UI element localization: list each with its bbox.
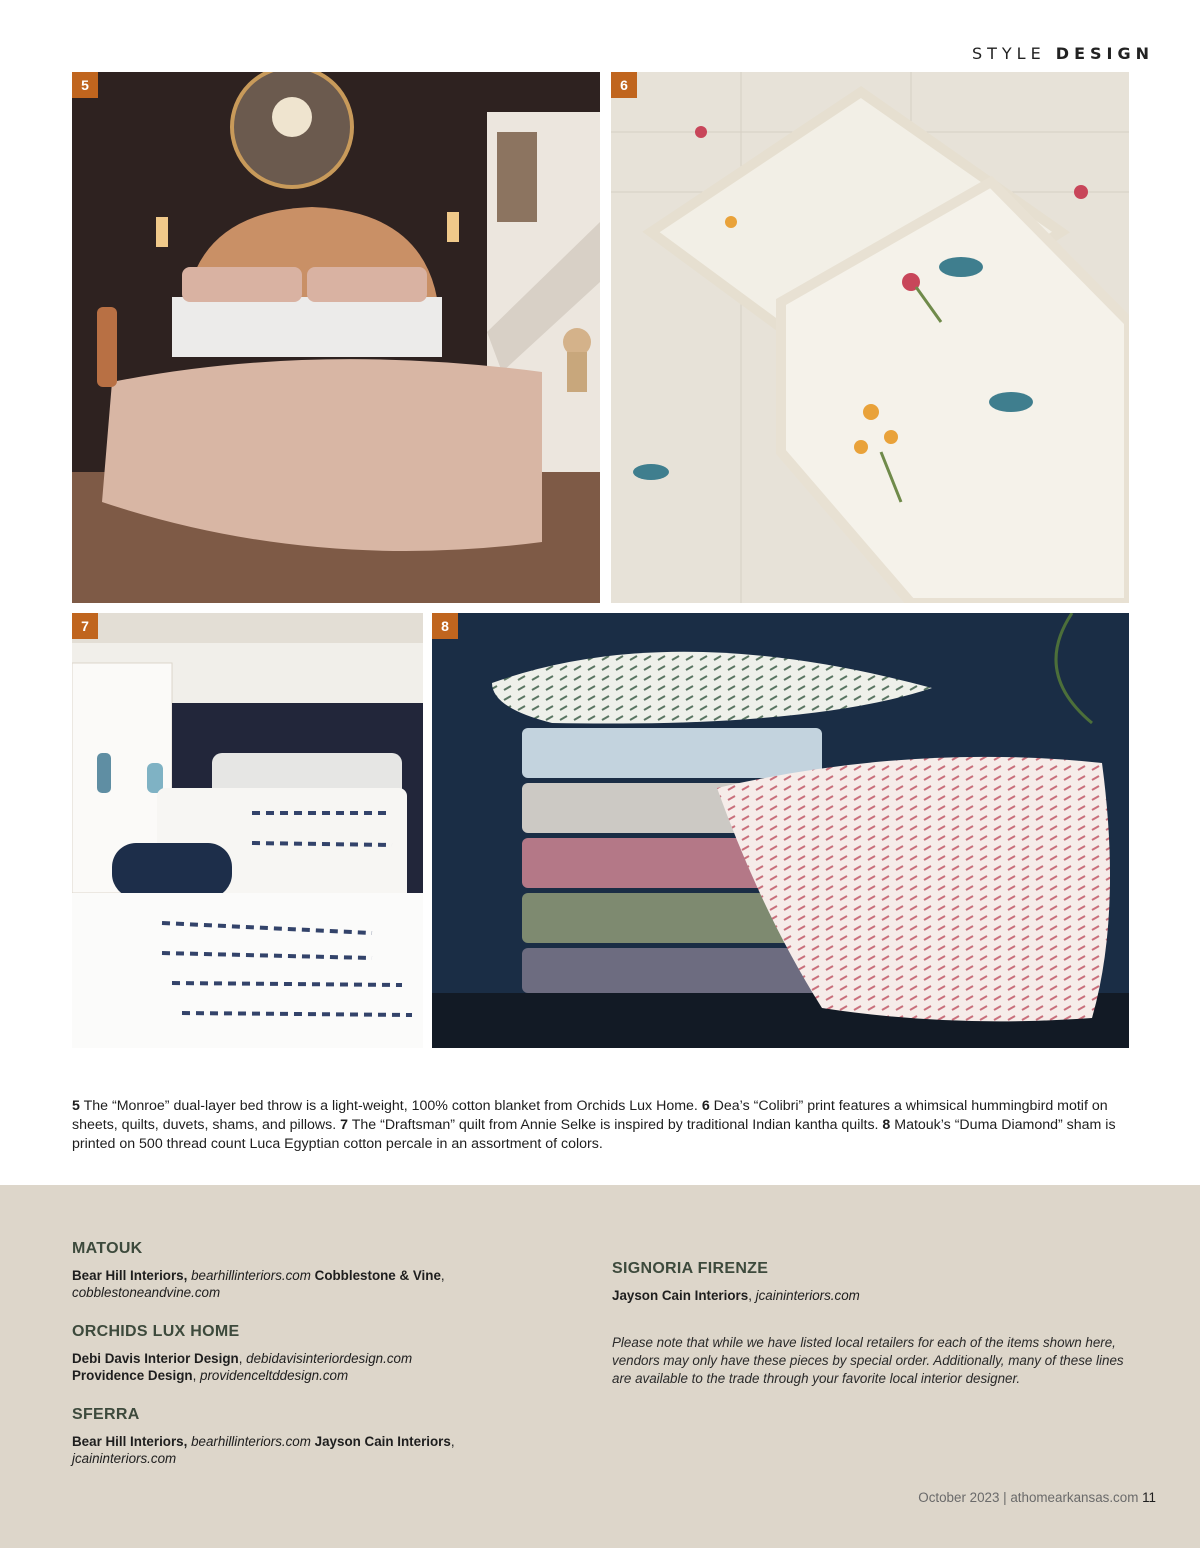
- photo-7: [72, 613, 423, 1048]
- photo-5: [72, 72, 600, 603]
- retailer-website[interactable]: bearhillinteriors.com: [191, 1434, 311, 1449]
- stacked-sheets-pillows-photo-icon: [432, 613, 1129, 1048]
- caption-number-5: 5: [72, 1098, 80, 1114]
- retailer-block-matouk: [72, 1240, 492, 1301]
- retailer-website[interactable]: jcaininteriors.com: [72, 1451, 177, 1466]
- photo-number-badge: 5: [72, 72, 98, 98]
- caption-text-6: Dea’s “Colibri” print features a whimsical hummingbird motif on sheets, quilts, duvets, shams, and pillows.: [72, 1098, 1108, 1133]
- retailer-name: Providence Design: [72, 1368, 193, 1383]
- hummingbird-pillows-photo-icon: [611, 72, 1129, 603]
- brand-name: SFERRA: [72, 1406, 140, 1423]
- retailer-note: Please note that while we have listed local retailers for each of the items shown here, vendors may only have these pieces by special order. Additionally, many of these lines are available to the trade through your favorite local interior designer.: [612, 1335, 1124, 1386]
- retailer-website[interactable]: cobblestoneandvine.com: [72, 1285, 221, 1300]
- caption-number-6: 6: [701, 1098, 710, 1114]
- retailer-website[interactable]: jcaininteriors.com: [755, 1288, 860, 1303]
- photo-number-badge: 8: [432, 613, 458, 639]
- retailer-name: Bear Hill Interiors,: [72, 1268, 188, 1283]
- caption-text-7: The “Draftsman” quilt from Annie Selke is inspired by traditional Indian kantha quilts.: [348, 1117, 883, 1133]
- section-heading-bold: DESIGN: [1055, 44, 1154, 63]
- retailer-name: Jayson Cain Interiors: [314, 1434, 451, 1449]
- page-folio: [918, 1490, 1156, 1505]
- retailer-column-left: [72, 1240, 492, 1489]
- caption-number-7: 7: [340, 1117, 349, 1133]
- retailer-name: Bear Hill Interiors,: [72, 1434, 188, 1449]
- retailer-name: Jayson Cain Interiors: [612, 1288, 749, 1303]
- retailer-column-right: [612, 1260, 1132, 1388]
- photo-6: [611, 72, 1129, 603]
- retailer-website[interactable]: bearhillinteriors.com: [191, 1268, 311, 1283]
- retailer-block-orchids: [72, 1323, 492, 1384]
- retailer-name: Debi Davis Interior Design: [72, 1351, 239, 1366]
- photo-number-badge: 7: [72, 613, 98, 639]
- retailer-website[interactable]: providenceltddesign.com: [200, 1368, 349, 1383]
- photo-caption: [72, 1097, 1132, 1154]
- section-heading-light: STYLE: [971, 44, 1046, 63]
- retailer-block-signoria: [612, 1260, 1132, 1304]
- retailer-website[interactable]: debidavisinteriordesign.com: [246, 1351, 413, 1366]
- retailer-list: Debi Davis Interior Design, debidavisinteriordesign.com Providence Design, providenceltddesign.com: [72, 1351, 413, 1383]
- brand-name: ORCHIDS LUX HOME: [72, 1323, 240, 1340]
- page-number: 11: [1142, 1490, 1156, 1505]
- retailer-name: Cobblestone & Vine: [314, 1268, 441, 1283]
- separator: ,: [440, 1268, 445, 1283]
- retailer-list: [72, 1433, 492, 1467]
- caption-number-8: 8: [882, 1117, 891, 1133]
- separator: ,: [450, 1434, 455, 1449]
- photo-number-badge: 6: [611, 72, 637, 98]
- retailer-list: Jayson Cain Interiors, jcaininteriors.com: [612, 1288, 860, 1303]
- retailer-block-sferra: [72, 1406, 492, 1467]
- photo-8: [432, 613, 1129, 1048]
- brand-name: SIGNORIA FIRENZE: [612, 1260, 769, 1277]
- section-heading: [972, 44, 1154, 63]
- brand-name: MATOUK: [72, 1240, 143, 1257]
- kantha-quilt-bed-photo-icon: [72, 613, 423, 1048]
- caption-text-5: The “Monroe” dual-layer bed throw is a light-weight, 100% cotton blanket from Orchids Lux Home.: [79, 1098, 702, 1114]
- caption-text-8: Matouk’s “Duma Diamond” sham is printed on 500 thread count Luca Egyptian cotton percale in an assortment of colors.: [72, 1117, 1116, 1152]
- retailer-list: [72, 1267, 492, 1301]
- issue-and-site: October 2023 | athomearkansas.com: [918, 1490, 1139, 1505]
- bedroom-photo-icon: [72, 72, 600, 603]
